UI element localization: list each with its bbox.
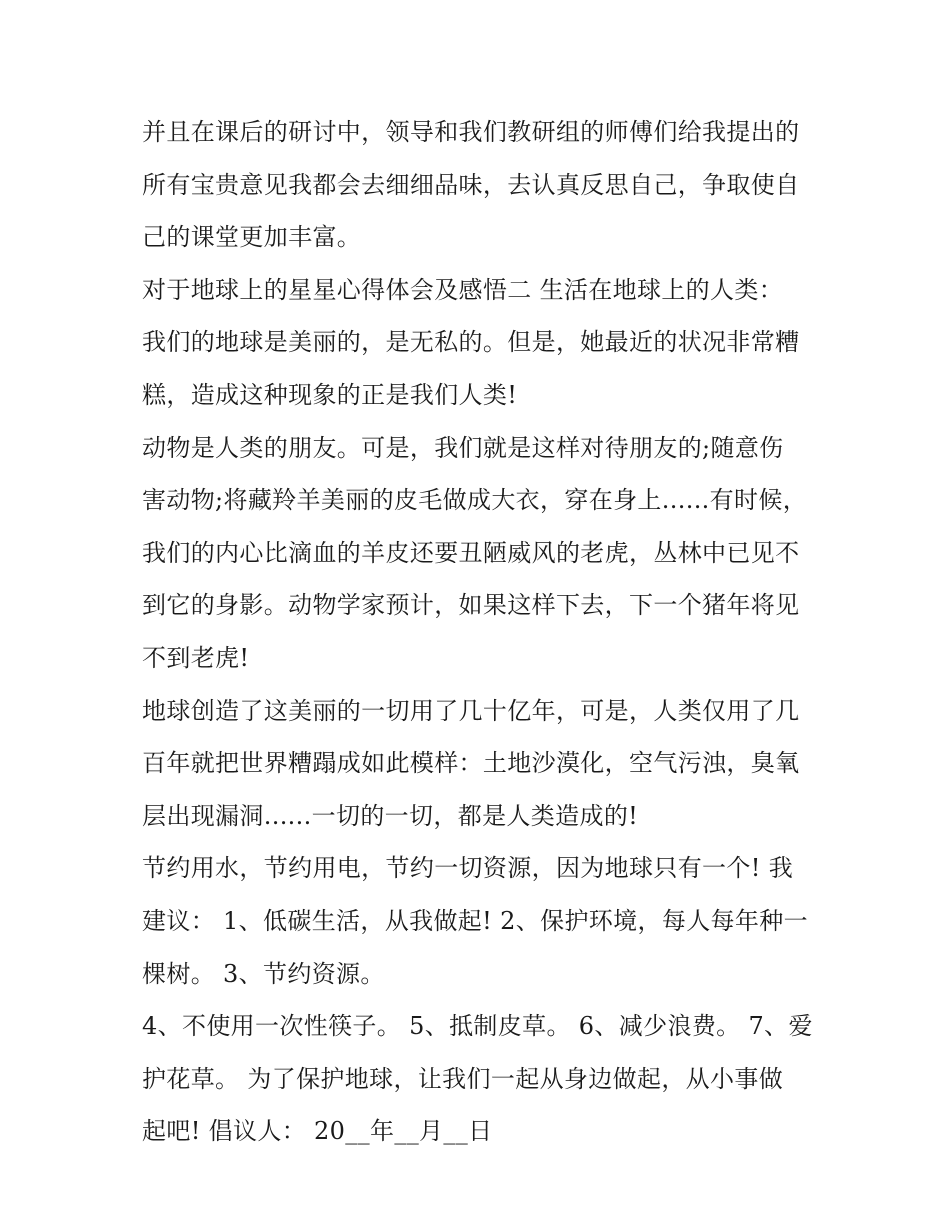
text-line: 我们的内心比滴血的羊皮还要丑陋威风的老虎，丛林中已见不 — [142, 538, 800, 567]
text-line: 层出现漏洞......一切的一切，都是人类造成的! — [142, 801, 639, 830]
text-line: 4、不使用一次性筷子。 5、抵制皮草。 6、减少浪费。 7、爱 — [142, 1012, 813, 1041]
text-line: 我们的地球是美丽的，是无私的。但是，她最近的状况非常糟 — [142, 328, 800, 357]
text-line: 百年就把世界糟蹋成如此模样：土地沙漠化，空气污浊，臭氧 — [142, 749, 800, 778]
text-line: 建议： 1、低碳生活，从我做起! 2、保护环境，每人每年种一 — [142, 906, 808, 935]
text-line: 己的课堂更加丰富。 — [142, 223, 362, 252]
text-line: 地球创造了这美丽的一切用了几十亿年，可是，人类仅用了几 — [142, 696, 800, 725]
text-line: 节约用水，节约用电，节约一切资源，因为地球只有一个! 我 — [142, 854, 794, 883]
text-line: 并且在课后的研讨中，领导和我们教研组的师傅们给我提出的 — [142, 118, 800, 146]
text-line: 糕，造成这种现象的正是我们人类! — [142, 380, 518, 409]
text-line: 棵树。 3、节约资源。 — [142, 959, 385, 988]
paragraph-earth-beautiful — [142, 316, 814, 421]
text-line: 动物是人类的朋友。可是，我们就是这样对待朋友的;随意伤 — [142, 433, 784, 462]
text-line: 不到老虎! — [142, 643, 250, 672]
text-line: 害动物;将藏羚羊美丽的皮毛做成大衣，穿在身上......有时候， — [142, 486, 808, 515]
paragraph-proposal-signoff — [142, 1000, 814, 1158]
section-heading — [142, 264, 814, 317]
text-line: 护花草。 为了保护地球，让我们一起从身边做起，从小事做 — [142, 1064, 784, 1093]
text-line: 所有宝贵意见我都会去细细品味，去认真反思自己，争取使自 — [142, 170, 800, 199]
paragraph-suggestions — [142, 842, 814, 1000]
paragraph-seminar-feedback — [142, 106, 814, 264]
paragraph-animals — [142, 422, 814, 685]
text-line: 起吧! 倡议人： 20__年__月__日 — [142, 1117, 493, 1146]
document-body — [142, 106, 814, 1158]
text-line: 对于地球上的星星心得体会及感悟二 生活在地球上的人类： — [142, 275, 784, 304]
paragraph-earth-damage — [142, 685, 814, 843]
text-line: 到它的身影。动物学家预计，如果这样下去，下一个猪年将见 — [142, 591, 800, 620]
